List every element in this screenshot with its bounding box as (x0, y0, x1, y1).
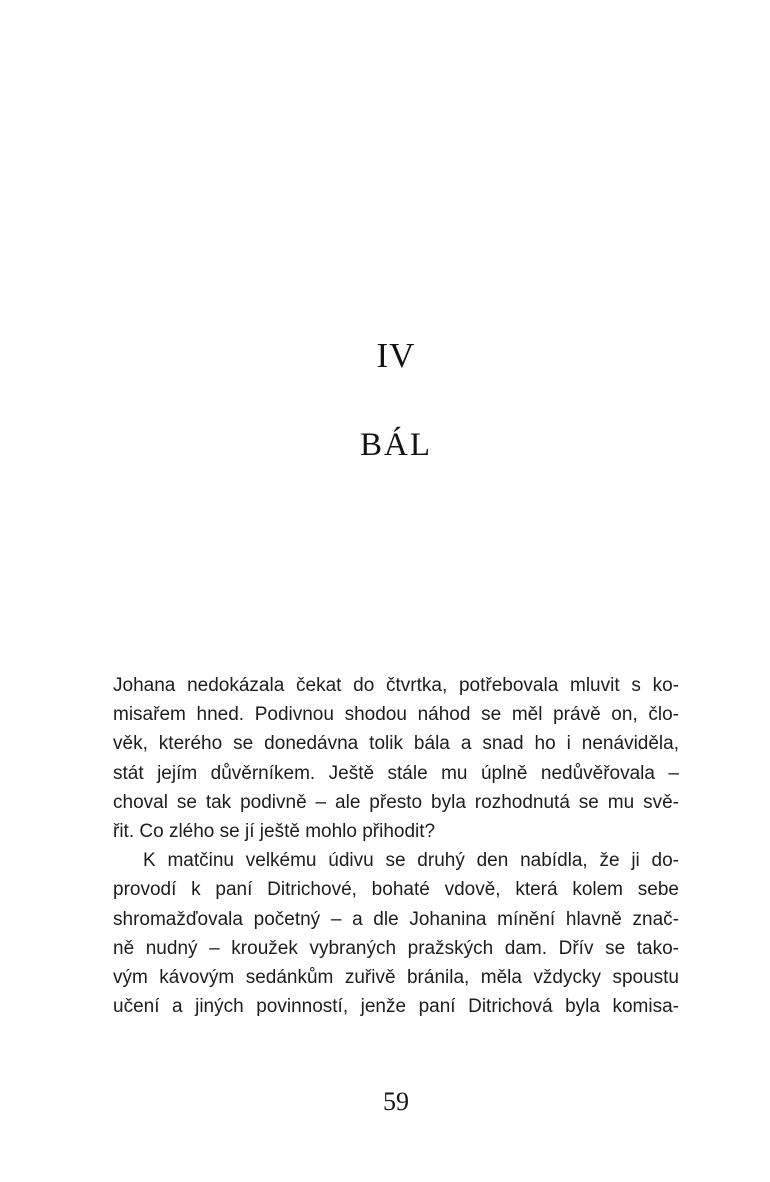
text-line: misařem hned. Podivnou shodou náhod se měl právě on, člo- (113, 704, 679, 726)
chapter-number: IV (376, 336, 416, 375)
body-text (113, 671, 679, 1021)
text-line: Johana nedokázala čekat do čtvrtka, potřebovala mluvit s ko- (113, 675, 679, 696)
text-line: choval se tak podivně – ale přesto byla rozhodnutá se mu svě- (113, 791, 679, 813)
chapter-title: BÁL (360, 427, 432, 463)
text-line: provodí k paní Ditrichové, bohaté vdově, která kolem sebe (113, 879, 679, 901)
text-line: K matčinu velkému údivu se druhý den nabídla, že ji do- (143, 850, 679, 872)
text-line: stát jejím důvěrníkem. Ještě stále mu úplně nedůvěřovala – (113, 762, 679, 784)
text-line: učení a jiných povinností, jenže paní Ditrichová byla komisa- (113, 996, 679, 1018)
text-line: věk, kterého se donedávna tolik bála a snad ho i nenáviděla, (113, 733, 679, 755)
text-line: řit. Co zlého se jí ještě mohlo přihodit? (113, 820, 436, 842)
page-number: 59 (383, 1087, 409, 1116)
text-line: shromažďovala početný – a dle Johanina mínění hlavně znač- (113, 908, 679, 930)
text-line: vým kávovým sedánkům zuřivě bránila, měla vždycky spoustu (113, 966, 679, 988)
text-line: ně nudný – kroužek vybraných pražských dam. Dřív se tako- (113, 937, 679, 959)
